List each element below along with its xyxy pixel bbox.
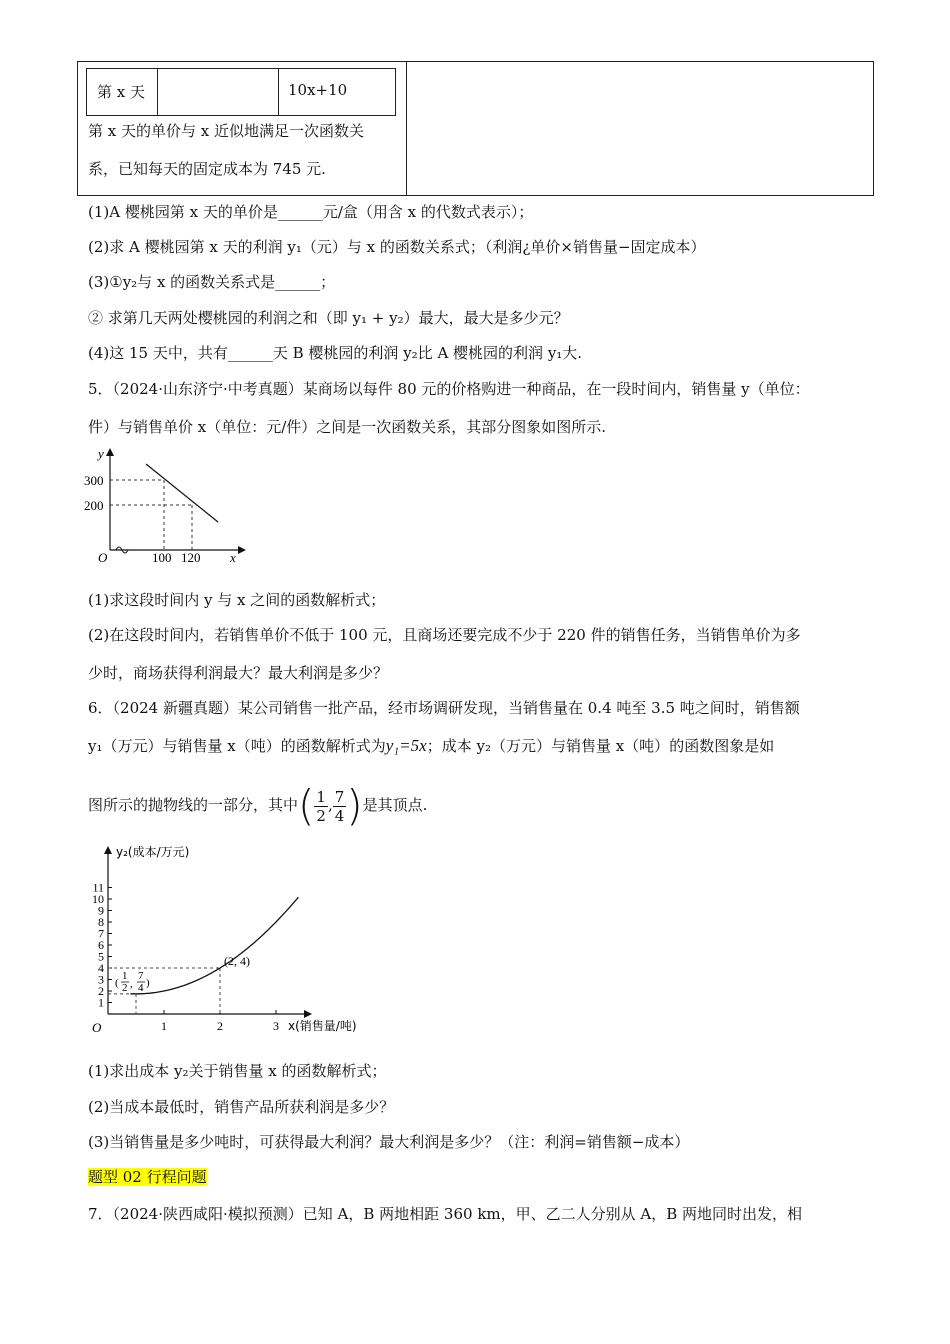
inner-table	[86, 68, 396, 116]
q6-y-tick-5: 5	[98, 949, 104, 964]
q5-y-arrow	[106, 448, 114, 456]
q6-frac-half-den: 2	[316, 806, 326, 825]
q6-x-arrow	[304, 1010, 312, 1018]
q6-line2	[88, 736, 774, 756]
q4-part4: (4)这 15 天中，共有______天 B 樱桃园的利润 y₂比 A 樱桃园的利润 y₁大.	[88, 344, 583, 362]
q7-line1: 7．（2024·陕西咸阳·模拟预测）已知 A，B 两地相距 360 km，甲、乙二人分别从 A，B 两地同时出发，相	[88, 1205, 803, 1223]
q5-origin: O	[98, 550, 108, 565]
q6-y-tick-2: 2	[98, 984, 104, 998]
q5-sub1: (1)求这段时间内 y 与 x 之间的函数解析式；	[88, 591, 386, 609]
q4-part2: (2)求 A 樱桃园第 x 天的利润 y₁（元）与 x 的函数关系式；（利润¿单价×销售量−固定成本）	[88, 238, 706, 256]
q6-sub1: (1)求出成本 y₂关于销售量 x 的函数解析式；	[88, 1062, 387, 1080]
q6-y-tick-8: 8	[98, 915, 104, 929]
q5-y-label: y	[98, 446, 104, 461]
q6-vertex-label-close: )	[146, 977, 150, 989]
q6-origin: O	[92, 1020, 102, 1035]
q6-frac-74-den: 4	[334, 806, 345, 825]
q5-y-tick-200: 200	[84, 498, 104, 513]
q6-y-tick-9: 9	[98, 903, 104, 918]
table-divider	[406, 61, 407, 196]
q5-line1: 5．（2024·山东济宁·中考真题）某商场以每件 80 元的价格购进一种商品，在一段时间内，销售量 y（单位：	[88, 380, 810, 398]
q6-sub3: (3)当销售量是多少吨时，可获得最大利润？最大利润是多少？（注：利润=销售额−成本）	[88, 1133, 690, 1151]
cell-day-text: 第 x 天	[97, 83, 145, 101]
q6-frac-half	[314, 788, 328, 825]
q5-sub2b: 少时，商场获得利润最大？最大利润是多少？	[88, 664, 389, 682]
q6-vertex-den1: 2	[122, 982, 128, 994]
q6-sales-formula: y₁=5x	[385, 736, 427, 755]
q6-y-arrow	[104, 846, 112, 854]
q6-x-tick-2: 2	[217, 1019, 223, 1033]
table-note-line1: 第 x 天的单价与 x 近似地满足一次函数关	[88, 122, 364, 140]
q6-vertex-comma: ,	[130, 978, 133, 990]
q5-sub2a: (2)在这段时间内，若销售单价不低于 100 元，且商场还要完成不少于 220 件的销售任务，当销售单价为多	[88, 626, 801, 644]
q6-x-tick-1: 1	[161, 1019, 167, 1033]
q5-y-tick-300: 300	[84, 473, 104, 488]
section-title: 题型 02 行程问题	[88, 1168, 207, 1186]
q5-x-tick-120: 120	[181, 550, 201, 565]
q6-paren-right: )	[346, 781, 363, 830]
q6-y-tick-11: 11	[92, 880, 104, 895]
q6-y-tick-1: 1	[98, 995, 104, 1010]
q6-y-label: y₂(成本/万元)	[116, 845, 190, 859]
inner-cell-empty	[157, 69, 279, 115]
q6-line1: 6．（2024 新疆真题）某公司销售一批产品，经市场调研发现，当销售量在 0.4 吨至 3.5 吨之间时，销售额	[88, 699, 800, 717]
q6-y-tick-6: 6	[98, 938, 104, 952]
q5-function-line	[146, 464, 218, 522]
q4-part1: (1)A 樱桃园第 x 天的单价是______元/盒（用含 x 的代数式表示）；	[88, 203, 534, 221]
q5-line2: 件）与销售单价 x（单位：元/件）之间是一次函数关系，其部分图象如图所示.	[88, 418, 607, 436]
q6-y-tick-10: 10	[92, 892, 104, 906]
q6-y-tick-marks	[108, 888, 276, 1015]
q6-point-label: (2, 4)	[224, 954, 250, 968]
q4-part3b: ② 求第几天两处樱桃园的利润之和（即 y₁ + y₂）最大，最大是多少元？	[88, 309, 569, 327]
q6-vertex-label-open: (	[115, 977, 119, 989]
cell-formula-text: 10x+10	[288, 81, 348, 99]
q6-line3-b: 是其顶点.	[362, 796, 428, 814]
q6-y-tick-7: 7	[98, 926, 104, 941]
q6-sub2: (2)当成本最低时，销售产品所获利润是多少？	[88, 1098, 395, 1116]
table-note-line2: 系，已知每天的固定成本为 745 元.	[88, 160, 326, 178]
q6-vertex-label	[115, 970, 150, 994]
q6-frac-half-num: 1	[316, 787, 326, 806]
q6-line2-a: y₁（万元）与销售量 x（吨）的函数解析式为	[88, 737, 386, 755]
q6-vertex-den2: 4	[138, 982, 144, 994]
q5-x-label: x	[230, 550, 236, 565]
q6-x-label: x(销售量/吨)	[288, 1019, 357, 1033]
q6-line3: 图所示的抛物线的一部分，其中( $\frac{1}{2}$ , $\frac{7}{4}$ )是其顶点.	[88, 781, 428, 830]
q6-frac-seven-fourths	[333, 788, 347, 825]
q5-graph	[80, 440, 260, 570]
q5-x-tick-100: 100	[152, 550, 172, 565]
section-heading	[88, 1167, 207, 1187]
q6-y-tick-4: 4	[98, 961, 104, 975]
q6-line3-a: 图所示的抛物线的一部分，其中	[88, 796, 299, 814]
q6-graph	[82, 838, 392, 1038]
q6-y-tick-3: 3	[98, 972, 104, 987]
q6-paren-left: (	[298, 781, 315, 830]
inner-cell-day	[87, 69, 158, 115]
q6-vertex-num1: 1	[122, 970, 128, 982]
q6-frac-74-num: 7	[334, 787, 345, 806]
q6-vertex-num2: 7	[138, 970, 144, 982]
q4-part3: (3)①y₂与 x 的函数关系式是______；	[88, 273, 336, 291]
q6-line2-c: ；成本 y₂（万元）与销售量 x（吨）的函数图象是如	[426, 737, 775, 755]
q6-x-tick-3: 3	[273, 1019, 279, 1033]
q5-x-arrow	[238, 546, 246, 554]
q6-parabola	[130, 897, 298, 994]
